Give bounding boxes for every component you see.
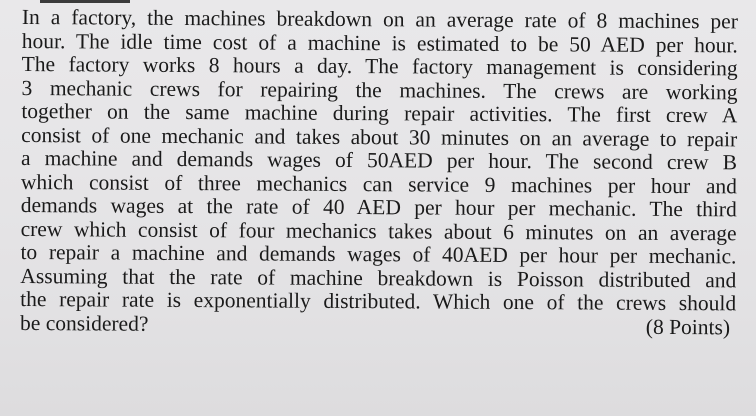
question-line-11: to repair a machine and demands wages of 40AED per hour per mechanic.	[20, 239, 737, 269]
question-line-3: The factory works 8 hours a day. The factory management is considering	[21, 51, 738, 81]
question-line-6: consist of one mechanic and takes about 30 minutes on an average to repair	[21, 122, 738, 151]
question-final-row	[20, 311, 736, 339]
question-line-2: hour. The idle time cost of a machine is estimated to be 50 AED per hour.	[21, 28, 738, 57]
question-line-8: which consist of three mechanics can service 9 machines per hour and	[20, 169, 737, 198]
question-line-7: a machine and demands wages of 50AED per hour. The second crew B	[20, 145, 738, 175]
question-line-13: the repair rate is exponentially distributed. Which one of the crews should	[20, 286, 737, 316]
question-final-line: be considered?	[19, 310, 149, 336]
question-line-12: Assuming that the rate of machine breakdown is Poisson distributed and	[20, 263, 737, 292]
question-line-5: together on the same machine during repair activities. The first crew A	[21, 98, 738, 128]
top-rule-line	[40, 0, 130, 3]
question-line-9: demands wages at the rate of 40 AED per hour per mechanic. The third	[20, 192, 737, 222]
question-line-4: 3 mechanic crews for repairing the machines. The crews are working	[21, 75, 738, 104]
question-line-1: In a factory, the machines breakdown on an average rate of 8 machines per	[21, 5, 738, 34]
question-text-block	[20, 6, 738, 339]
points-label: (8 Points)	[645, 314, 731, 339]
question-line-10: crew which consist of four mechanics takes about 6 minutes on an average	[20, 216, 737, 245]
